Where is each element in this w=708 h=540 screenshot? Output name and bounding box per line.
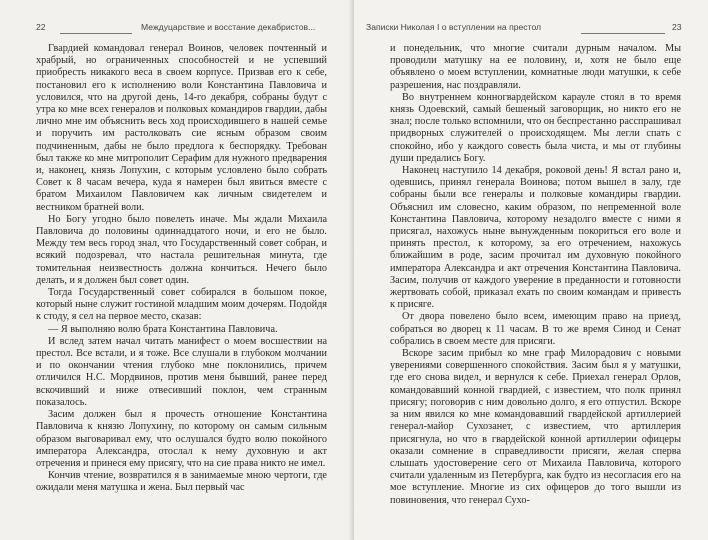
right-running-head: Записки Николая I о вступлении на престол [366,22,542,32]
right-page-body [390,43,681,507]
left-paragraph: — Я выполняю волю брата Константина Павловича. [48,323,278,335]
left-paragraph: Но Богу угодно было повелеть иначе. Мы ждали Михаила Павловича до половины одиннадцатого ночи, и его не было. Между тем весь город знал, что Государственный совет собран, и всякий подозревал, что настала решительная минута, где томительная неизвестность должна кончиться. Нечего было делать, и я должен был совет один. [36,213,327,286]
left-page-body [36,43,327,495]
right-paragraph: Во внутреннем конногвардейском карауле стоял в то время князь Одоевский, самый бешеный заговорщик, но никто его не знал; после только вспомнили, что он беспрестанно расспрашивал придворных служителей о происходящем. Мы легли спать с спокойно, ибо у каждого совесть была чиста, и мы от глубины души предались Богу. [390,91,681,164]
left-paragraph: Засим должен был я прочесть отношение Константина Павловича к князю Лопухину, по которому он самым сильным образом выговаривал ему, что ослушался будто волю покойного императора Александра, отослал к нему духовную и акт отречения и принеся ему присягу, что на сие права никто не имел. [36,409,327,469]
right-header-rule [581,33,665,34]
right-paragraph: и понедельник, что многие считали дурным началом. Мы проводили матушку на ее половину, и, хотя не было еще объявлено о моем вступлении, комнатные люди матушки, к себе разрешения, нас поздравляли. [390,43,681,91]
left-running-head: Междуцарствие и восстание декабристов... [141,22,316,32]
left-page-number: 22 [36,22,46,32]
right-paragraph: От двора повелено было всем, имеющим право на приезд, собраться во дворец к 11 часам. В то же время Синод и Сенат собрались в своем месте для присяги. [390,311,681,347]
right-paragraph: Наконец наступило 14 декабря, роковой день! Я встал рано и, одевшись, принял генерала Воинова; потом вышел в залу, где собраны были все генералы и полковые командиры гвардии. Объяснил им словесно, каким образом, по непременной воле Константина Павловича, которому незадолго вместе с ними я присягал, нахожусь ныне вынужденным покориться его воле и принять престол, к которому, за его отречением, нахожусь ближайшим в роде, засим прочитал им духовную покойного императора Александра и акт отречения Константина Павловича. Засим, получив от каждого уверение в преданности и готовности жертвовать собой, приказал ехать по своим командам и привесть к присяге. [390,165,681,311]
right-page-number: 23 [672,22,682,32]
left-paragraph: И вслед затем начал читать манифест о моем восшествии на престол. Все встали, и я тоже. Все слушали в глубоком молчании и по окончании чтения глубоко мне поклонились, причем отличился Н.С. Мордвинов, против меня бывший, ранее перед вскочивший и ниже отвесивший поклон, чем странным показалось. [36,335,327,408]
right-paragraph: Вскоре засим прибыл ко мне граф Милорадович с новыми уверениями совершенного спокойствия. Засим был я у матушки, где его снова видел, и вернулся к себе. Приехал генерал Орлов, командовавший конной гвардией, с известием, что полк принял присягу; поговорив с ним довольно долго, я его отпустил. Вскоре за ним явился ко мне командовавший гвардейской артиллерией генерал-майор Сухозанет, с известием, что артиллерия присягнула, но что в гвардейской конной артиллерии офицеры оказали сомнение в справедливости присяги, желая сперва слышать удостоверение сего от Михаила Павловича, которого считали удаленным из Петербурга, как будто из несогласия его на мое вступление. Многие из сих офицеров до того вышли из повиновения, что генерал Сухо- [390,348,681,506]
left-paragraph: Кончив чтение, возвратился я в занимаемые мною чертоги, где ожидали меня матушка и жена. Был первый час [36,470,327,494]
left-paragraph: Гвардией командовал генерал Воинов, человек почтенный и храбрый, но ограниченных способностей и не успевший приобресть никакого веса в своем корпусе. Призвав его к себе, постановил его к исполнению воли Константина Павловича и условился, что на другой день, 14-го декабря, собраны будут с утра ко мне всех генералов и полковых командиров гвардии, дабы лично мне им объяснить весь ход происходившего в нашей семье и поручить им растолковать сие ясным образом своим подчиненным, дабы не было предлога к беспорядку. Требован был также ко мне митрополит Серафим для нужного предварения и, наконец, князь Лопухин, с которым условлено было собрать Совет к 8 часам вечера, куда я намерен был явиться вместе с братом Михаилом Павловичем как личным свидетелем и вестником братней воли. [36,43,327,213]
right-page [354,0,708,540]
left-page [0,0,352,540]
left-paragraph: Тогда Государственный совет собирался в большом покое, который ныне служит гостиной младшим моим дочерям. Подойдя к стоду, я сел на первое место, сказав: [36,287,327,323]
left-header-rule [60,33,132,34]
